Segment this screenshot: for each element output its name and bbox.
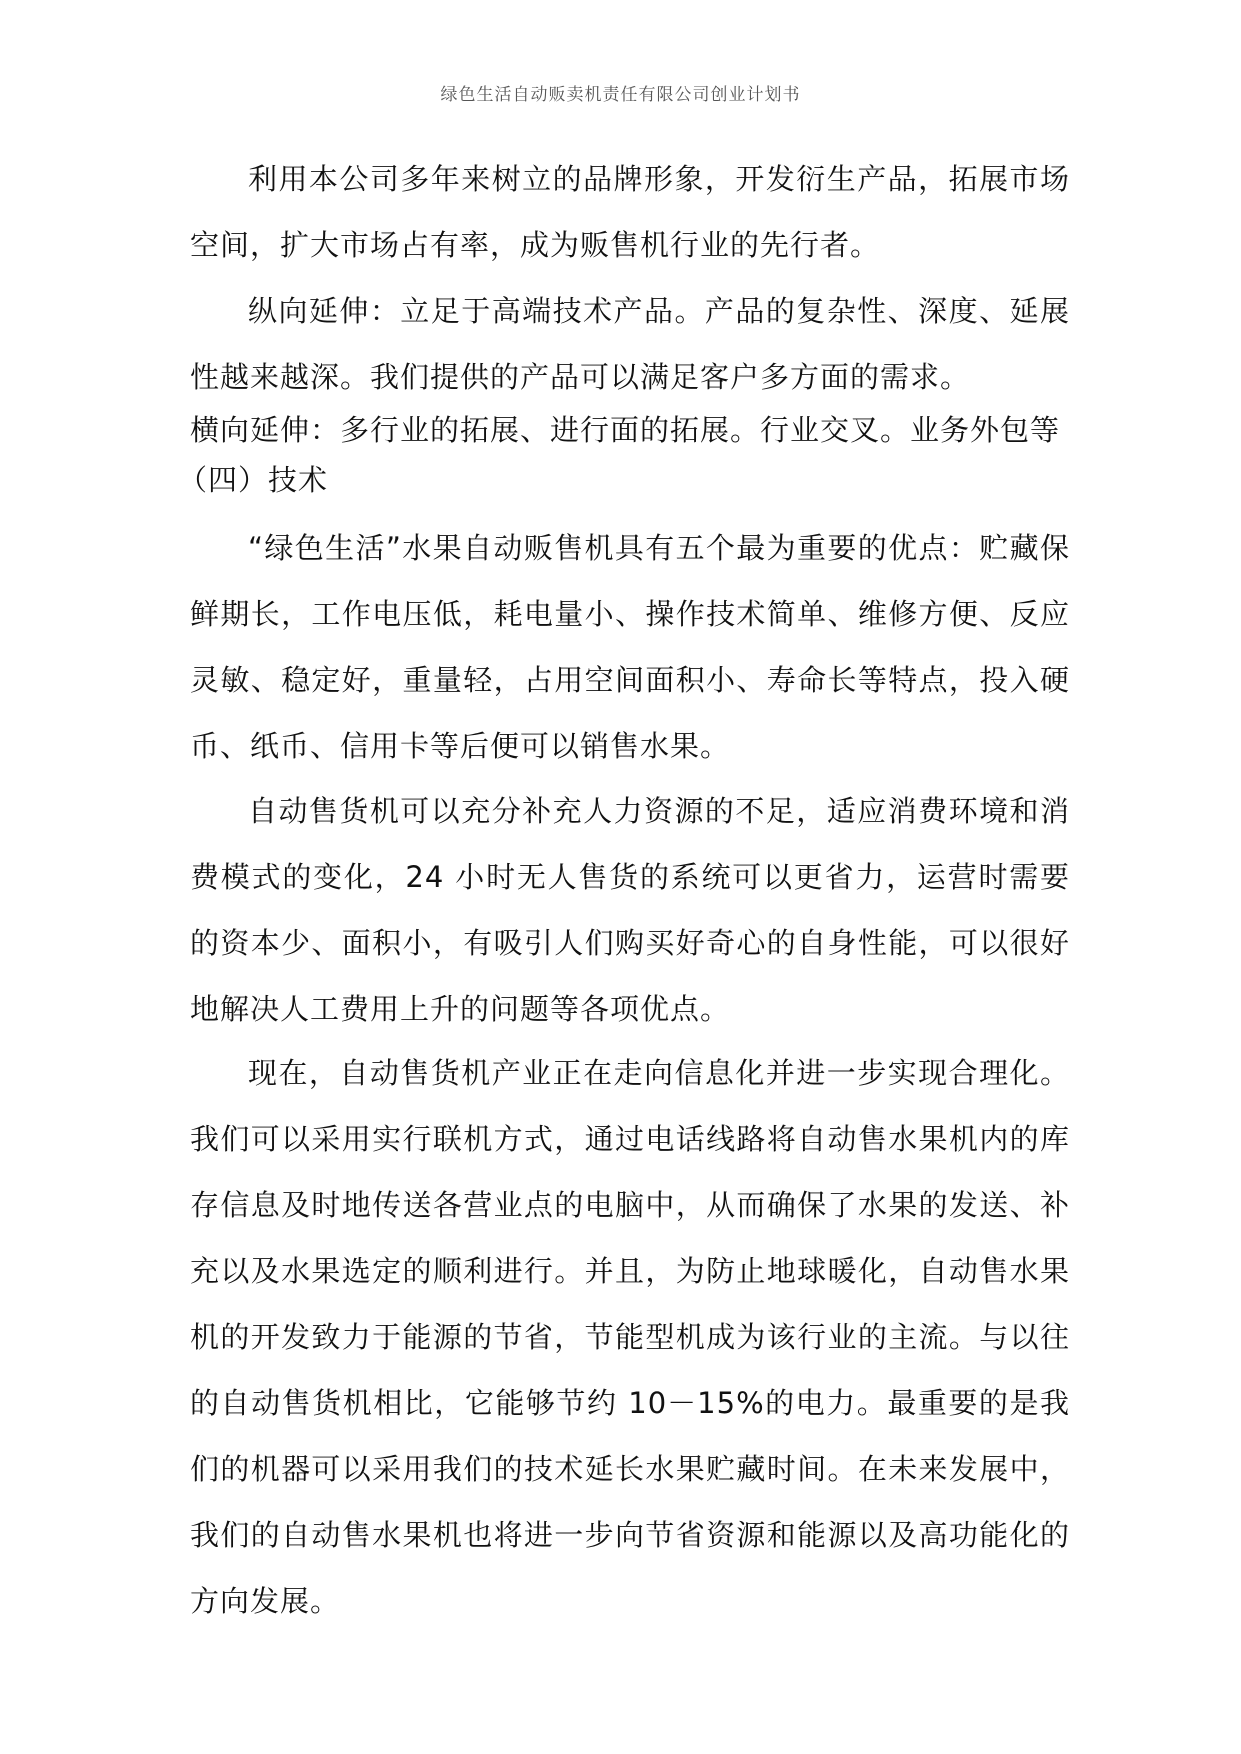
paragraph-horizontal-extension: 横向延伸：多行业的拓展、进行面的拓展。行业交叉。业务外包等 — [190, 413, 1061, 447]
paragraph-informatization — [190, 1040, 1070, 1634]
section-heading-technology: （四）技术 — [178, 463, 329, 497]
paragraph-text: 自动售货机可以充分补充人力资源的不足，适应消费环境和消费模式的变化，24 小时无人售货的系统可以更省力，运营时需要的资本少、面积小，有吸引人们购买好奇心的自身性能，可以很好地解决人工费用上升的问题等各项优点。 — [190, 794, 1070, 1026]
paragraph-advantages — [190, 515, 1070, 779]
paragraph-text: 现在，自动售货机产业正在走向信息化并进一步实现合理化。我们可以采用实行联机方式，通过电话线路将自动售水果机内的库存信息及时地传送各营业点的电脑中，从而确保了水果的发送、补充以及水果选定的顺利进行。并且，为防止地球暖化，自动售水果机的开发致力于能源的节省，节能型机成为该行业的主流。与以往的自动售货机相比，它能够节约 10－15%的电力。最重要的是我们的机器可以采用我们的技术延长水果贮藏时间。在未来发展中，我们的自动售水果机也将进一步向节省资源和能源以及高功能化的方向发展。 — [190, 1056, 1070, 1618]
paragraph-text: “绿色生活”水果自动贩售机具有五个最为重要的优点：贮藏保鲜期长，工作电压低，耗电量小、操作技术简单、维修方便、反应灵敏、稳定好，重量轻，占用空间面积小、寿命长等特点，投入硬币、纸币、信用卡等后便可以销售水果。 — [190, 531, 1070, 763]
paragraph-vertical-extension — [190, 278, 1070, 410]
running-header: 绿色生活自动贩卖机责任有限公司创业计划书 — [440, 85, 801, 105]
paragraph-labor-savings — [190, 778, 1070, 1042]
paragraph-text: 利用本公司多年来树立的品牌形象，开发衍生产品，拓展市场空间，扩大市场占有率，成为贩售机行业的先行者。 — [190, 162, 1070, 262]
paragraph-text: 纵向延伸：立足于高端技术产品。产品的复杂性、深度、延展性越来越深。我们提供的产品可以满足客户多方面的需求。 — [190, 294, 1070, 394]
paragraph-brand-expansion — [190, 146, 1070, 278]
